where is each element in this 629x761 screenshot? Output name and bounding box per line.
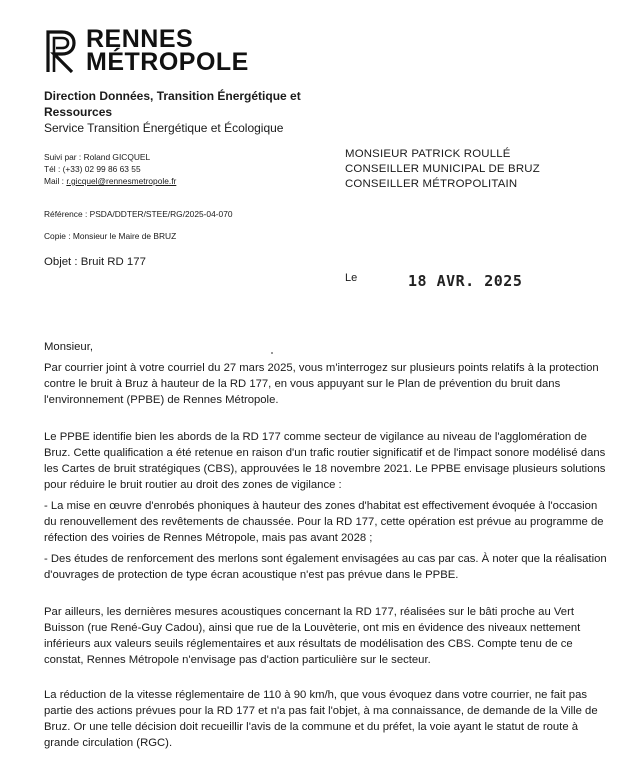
paragraph-1: Par courrier joint à votre courriel du 27 mars 2025, vous m'interrogez sur plusieurs points relatifs à la protection contre le bruit à Bruz à hauteur de la RD 177, en vous appuyant sur le Plan de prévention du bruit dans l'environnement (PPBE) de Rennes Métropole. (44, 362, 599, 406)
rm-monogram-icon (44, 28, 80, 74)
recipient-line-3: CONSEILLER MÉTROPOLITAIN (345, 178, 518, 190)
date-prefix: Le (345, 272, 358, 284)
subject: Objet : Bruit RD 177 (44, 256, 146, 268)
phone: Tél : (+33) 02 99 86 63 55 (44, 164, 141, 174)
rennes-metropole-logo (44, 25, 274, 78)
recipient-line-2: CONSEILLER MUNICIPAL DE BRUZ (345, 163, 540, 175)
mail-link[interactable]: r.gicquel@rennesmetropole.fr (66, 176, 177, 186)
mail-line (44, 175, 176, 187)
logo-line-1: RENNES (86, 25, 194, 53)
paragraph-4: - Des études de renforcement des merlons sont également envisagées au cas par cas. À noter que la réalisation d'ouvrages de protection de type écran acoustique n'est pas prévue dans le PPBE. (44, 553, 607, 581)
followed-by: Suivi par : Roland GICQUEL (44, 152, 151, 162)
logo-line-2: MÉTROPOLE (86, 48, 249, 76)
contact-block (44, 151, 176, 187)
paragraph-3: - La mise en œuvre d'enrobés phoniques à hauteur des zones d'habitat est effectivement évoquée à l'occasion du renouvellement des revêtements de chaussée. Pour la RD 177, cette opération est prévue au programme de réfection des voiries de Rennes Métropole, mais pas avant 2028 ; (44, 500, 604, 544)
reference: Référence : PSDA/DDTER/STEE/RG/2025-04-070 (44, 209, 233, 219)
recipient-address (345, 147, 540, 192)
service: Service Transition Énergétique et Écologique (44, 121, 284, 135)
paragraph-5: Par ailleurs, les dernières mesures acoustiques concernant la RD 177, réalisées sur le bâti proche au Vert Buisson (rue René-Guy Cadou), ainsi que rue de la Louvèterie, ont mis en évidence des niveaux nettement inférieurs aux valeurs seuils réglementaires et aux résultats de modélisation des CBS. Compte tenu de ce constat, Rennes Métropole n'envisage pas d'action particulière sur le secteur. (44, 606, 581, 666)
date-stamp: 18 AVR. 2025 (408, 272, 523, 290)
recipient-line-1: MONSIEUR PATRICK ROULLÉ (345, 148, 511, 160)
paragraph-2: Le PPBE identifie bien les abords de la RD 177 comme secteur de vigilance au niveau de l'agglomération de Bruz. Cette qualification a été retenue en raison d'un trafic routier significatif et de l'impact sonore modélisé dans les Cartes de bruit stratégiques (CBS), approuvées le 18 novembre 2021. Le PPBE envisage plusieurs solutions pour réduire le bruit routier au droit des zones de vigilance : (44, 431, 606, 491)
department: Direction Données, Transition Énergétique et Ressources (44, 89, 301, 119)
paragraph-6: La réduction de la vitesse réglementaire de 110 à 90 km/h, que vous évoquez dans votre courrier, ne fait pas partie des actions prévues pour la RD 177 et n'a pas fait l'objet, à ma connaissance, de demande de la Ville de Bruz. Or une telle décision doit recueillir l'avis de la commune et du préfet, la voie ayant le statut de route à grande circulation (RGC). (44, 689, 598, 749)
salutation: Monsieur, (44, 341, 93, 353)
mail-label: Mail : (44, 176, 67, 186)
copy-line: Copie : Monsieur le Maire de BRUZ (44, 231, 177, 241)
